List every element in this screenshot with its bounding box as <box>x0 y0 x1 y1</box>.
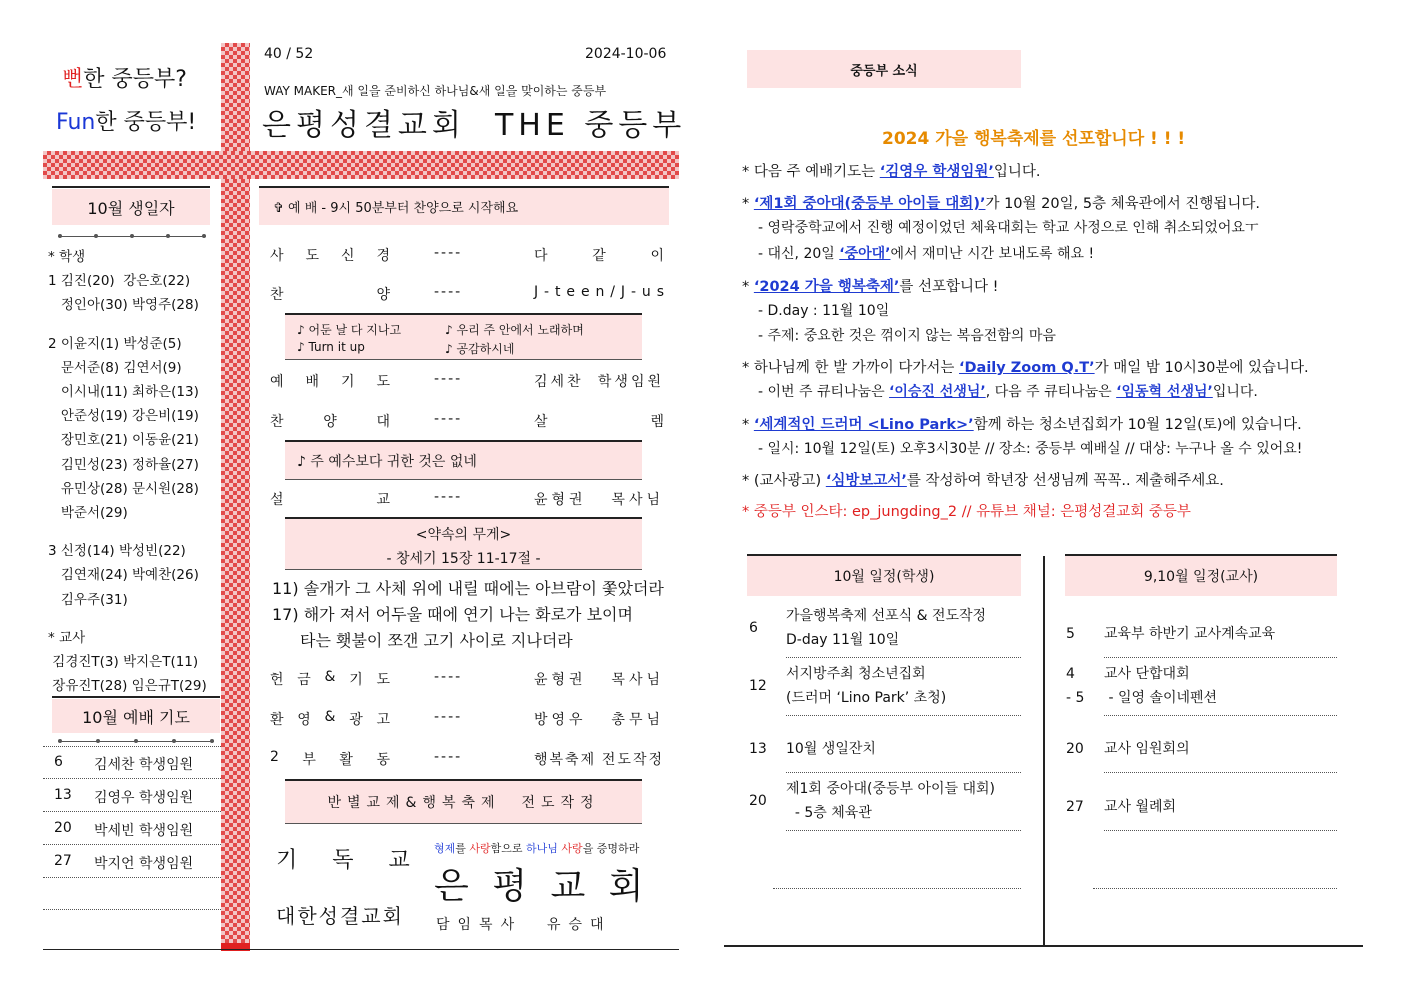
prayer-row-name: 김영우 학생임원 <box>94 790 194 806</box>
slogan-line-2: Fun한 중등부! <box>56 110 197 135</box>
news-text: - 영락중학교에서 진행 예정이었던 체육대회는 학교 사정으로 인해 취소되었어요ㅜ <box>758 220 1259 236</box>
schedule-rule <box>786 772 1021 773</box>
song-list-box <box>285 313 642 360</box>
prayer-row-date: 20 <box>54 820 72 836</box>
praise-label-char: 양 <box>376 287 390 303</box>
row-activity <box>270 749 664 771</box>
news-text: * 하나님께 한 발 가까이 다가서는 <box>742 360 959 376</box>
schedule-divider <box>1043 556 1045 946</box>
row-choir <box>270 411 664 433</box>
creed-label-char: 사 <box>270 248 284 264</box>
row-welcome <box>270 709 664 731</box>
praise-value-char: - <box>630 284 636 300</box>
schedule-rule <box>1104 772 1337 773</box>
news-text: 를 선포합니다 ! <box>899 279 999 295</box>
sermon-dash: ---- <box>434 489 463 505</box>
praise-value-char: J <box>620 284 626 300</box>
prayer-value <box>534 371 664 393</box>
schedule-item: 서지방주최 청소년집회 <box>786 666 926 682</box>
prayer-value-word: 김세찬 <box>534 374 584 390</box>
offering-label-char: 도 <box>376 672 390 688</box>
bulletin-title: 은평성결교회 THE 중등부 <box>262 108 687 143</box>
prayer-row-name: 박세빈 학생임원 <box>94 823 194 839</box>
news-text: * <box>742 196 754 212</box>
birthday-line: 장유진T(28) 임은규T(29) <box>48 678 207 695</box>
schedule-item: 교사 임원회의 <box>1104 741 1190 757</box>
choir-dash: ---- <box>434 411 463 427</box>
news-text: - 이번 주 큐티나눔은 <box>758 384 890 400</box>
prayer-row-rule <box>43 778 221 779</box>
news-text: * <box>742 279 754 295</box>
schedule-item: D-day 11월 10일 <box>786 632 900 648</box>
praise-value-char: t <box>555 284 561 300</box>
news-line <box>742 356 1309 377</box>
schedule-date: 12 <box>749 678 767 694</box>
news-text: , 다음 주 큐티나눔은 <box>985 384 1117 400</box>
sermon-reference: - 창세기 15장 11-17절 - <box>386 551 541 567</box>
row-offering <box>270 669 664 691</box>
welcome-value <box>534 709 664 731</box>
creed-label-char: 경 <box>376 248 390 264</box>
schedule-date: 13 <box>749 741 767 757</box>
birthday-line: * 교사 <box>48 629 86 646</box>
choir-song: ♪ 주 예수보다 귀한 것은 없네 <box>297 453 477 470</box>
creed-dash: ---- <box>434 245 463 261</box>
news-text: 입니다. <box>993 164 1041 180</box>
news-tab <box>747 50 1021 88</box>
schedule-item: 교사 단합대회 <box>1104 666 1190 682</box>
birthday-ornament-rule <box>58 236 206 237</box>
schedule-item: 교육부 하반기 교사계속교육 <box>1104 626 1276 642</box>
praise-label <box>270 284 390 306</box>
offering-label-char: 금 <box>297 672 311 688</box>
news-text: 에서 재미난 시간 보내도록 해요 ! <box>890 246 1095 262</box>
welcome-value-word: 방영우 <box>534 712 587 728</box>
news-line <box>758 381 1258 401</box>
schedule-rule <box>1104 830 1337 831</box>
news-line <box>742 160 1041 181</box>
welcome-label-char: & <box>324 709 336 725</box>
activity-label-char: 활 <box>339 752 353 768</box>
choir-song-box <box>285 440 642 480</box>
row-sermon <box>270 489 664 511</box>
praise-value-char: s <box>656 284 664 300</box>
offering-label <box>270 669 390 691</box>
sermon-label <box>270 489 390 511</box>
praise-value-char: e <box>580 284 590 300</box>
creed-value <box>534 245 664 267</box>
news-text: - 일시: 10월 12일(토) 오후3시30분 // 장소: 중등부 예배실 // 대상: 누구나 올 수 있어요! <box>758 441 1303 457</box>
sermon-value-word: 목사님 <box>611 492 664 508</box>
offering-value-word: 목사님 <box>611 672 664 688</box>
creed-label-char: 도 <box>305 248 320 264</box>
offering-value <box>534 669 664 691</box>
schedule-rule <box>1104 657 1337 658</box>
prayer-rule-end <box>43 909 221 910</box>
sermon-value <box>534 489 664 511</box>
news-highlight: ‘Daily Zoom Q.T’ <box>959 360 1095 376</box>
verse-17-cont: 타는 횃불이 쪼갠 고기 사이로 지나더라 <box>300 631 573 650</box>
footer-motto: 형제를 사랑함으로 하나님 사랑을 증명하라 <box>434 842 640 855</box>
activity-label-char: 부 <box>302 752 316 768</box>
prayer-value-word: 학생임원 <box>597 374 664 390</box>
praise-value-char: / <box>610 284 615 300</box>
student-schedule-title-box <box>747 556 1021 596</box>
offering-value-word: 윤형권 <box>534 672 587 688</box>
news-line <box>742 469 1224 490</box>
birthday-line: 안준성(19) 강은비(19) <box>48 408 199 425</box>
news-text: 가 매일 밤 10시30분에 있습니다. <box>1094 360 1309 376</box>
prayer-ornament-rule <box>58 741 214 742</box>
birthday-line: 1 김진(20) 강은호(22) <box>48 273 191 290</box>
news-line <box>742 192 1260 213</box>
footer-pastor: 담임목사 유승대 <box>436 917 612 933</box>
footer-denomination-2: 대한성결교회 <box>276 904 404 928</box>
bulletin-subtitle: WAY MAKER_새 일을 준비하신 하나님&새 일을 맞이하는 중등부 <box>264 84 607 98</box>
choir-label-char: 대 <box>376 414 390 430</box>
news-highlight: ‘세계적인 드러머 <Lino Park>’ <box>753 417 974 433</box>
left-page-bottom-rule <box>43 949 679 950</box>
sermon-value-word: 윤형권 <box>534 492 587 508</box>
prayer-label-char: 배 <box>305 374 320 390</box>
row-creed <box>270 245 664 267</box>
birthday-title: 10월 생일자 <box>87 198 175 218</box>
welcome-dash: ---- <box>434 709 463 725</box>
prayer-dash: ---- <box>434 371 463 387</box>
news-headline: 2024 가을 행복축제를 선포합니다 ! ! ! <box>882 129 1186 149</box>
news-line <box>742 413 1302 434</box>
offering-label-char: 기 <box>349 672 363 688</box>
news-text: 함께 하는 청소년집회가 10월 12일(토)에 있습니다. <box>973 417 1302 433</box>
prayer-row-date: 6 <box>54 754 63 770</box>
offering-label-char: & <box>324 669 336 685</box>
creed-label-char: 신 <box>340 248 355 264</box>
news-line <box>742 500 1191 521</box>
birthday-line: 김경진T(3) 박지은T(11) <box>48 654 199 670</box>
news-line <box>758 325 1056 345</box>
song-4: ♪ 공감하시네 <box>445 342 515 356</box>
prayer-title-box <box>52 699 220 733</box>
choir-value-char: 렘 <box>650 414 664 430</box>
birthday-line: 김우주(31) <box>48 591 128 608</box>
schedule-date: 6 <box>749 620 758 636</box>
praise-value-char: n <box>595 284 605 300</box>
choir-label-char: 양 <box>323 414 337 430</box>
choir-label <box>270 411 390 433</box>
schedule-date: 5 <box>1066 626 1075 642</box>
birthday-line: * 학생 <box>48 249 86 265</box>
activity-label-char: 2 <box>270 749 279 765</box>
news-line <box>758 217 1258 237</box>
offering-label-char: 헌 <box>270 672 284 688</box>
verse-11: 11) 솔개가 그 사체 위에 내릴 때에는 아브람이 쫓았더라 <box>272 579 664 598</box>
birthday-line: 문서준(8) 김연서(9) <box>48 359 182 376</box>
issue-number: 40 / 52 <box>264 46 314 62</box>
activity-label <box>270 749 390 771</box>
birthday-top-rule <box>52 186 210 188</box>
prayer-rule-0 <box>43 746 221 747</box>
birthday-line: 정인아(30) 박영주(28) <box>48 297 199 314</box>
prayer-row-name: 박지언 학생임원 <box>94 856 194 872</box>
prayer-label-char: 도 <box>376 374 390 390</box>
schedule-rule <box>1104 715 1337 716</box>
prayer-title: 10월 예배 기도 <box>82 707 190 727</box>
sermon-title: <약속의 무게> <box>415 527 512 543</box>
news-text: 입니다. <box>1212 384 1258 400</box>
welcome-label-char: 환 <box>270 712 284 728</box>
news-line <box>758 243 1094 263</box>
prayer-row-rule <box>43 877 221 878</box>
news-highlight: ‘심방보고서’ <box>825 473 907 489</box>
sermon-label-char: 교 <box>376 492 390 508</box>
prayer-label-char: 기 <box>340 374 355 390</box>
news-highlight: ‘제1회 중아대(중등부 아이들 대회)’ <box>753 196 986 212</box>
news-text: - 주제: 중요한 것은 꺾이지 않는 복음전함의 마음 <box>758 328 1056 344</box>
birthday-line: 김민성(23) 정하율(27) <box>48 456 199 473</box>
birthday-line: 3 신정(14) 박성빈(22) <box>48 543 186 560</box>
schedule-item: 가을행복축제 선포식 & 전도작정 <box>786 608 987 624</box>
activity-value <box>534 749 664 771</box>
prayer-row-date: 13 <box>54 787 72 803</box>
worship-header: ✞ 예 배 - 9시 50분부터 찬양으로 시작해요 <box>273 201 519 216</box>
news-highlight: ‘2024 가을 행복축제’ <box>753 279 900 295</box>
news-highlight: ‘이승진 선생님’ <box>889 384 986 400</box>
song-3: ♪ Turn it up <box>297 340 365 354</box>
schedule-item: 제1회 중아대(중등부 아이들 대회) <box>786 781 995 797</box>
news-line <box>742 275 998 296</box>
welcome-label <box>270 709 390 731</box>
schedule-item: 10월 생일잔치 <box>786 741 876 757</box>
birthday-line: 박준서(29) <box>48 505 128 521</box>
choir-value <box>534 411 664 433</box>
news-text: - D.day : 11월 10일 <box>758 303 890 319</box>
schedule-date: 20 <box>1066 741 1084 757</box>
teacher-schedule-title-box <box>1065 556 1337 596</box>
activity-value-word: 전도작정 <box>601 752 664 768</box>
news-highlight: ‘임동혁 선생님’ <box>1116 384 1213 400</box>
schedule-item: - 일영 솔이네펜션 <box>1104 690 1218 706</box>
prayer-row-name: 김세찬 학생임원 <box>94 757 194 773</box>
schedule-date: 27 <box>1066 799 1084 815</box>
schedule-rule <box>786 830 1021 831</box>
birthday-line: 김연재(24) 박예찬(26) <box>48 567 199 584</box>
praise-value-char: e <box>566 284 576 300</box>
creed-value-char: 이 <box>650 248 664 264</box>
welcome-label-char: 고 <box>376 712 390 728</box>
choir-value-char: 살 <box>534 414 548 430</box>
row-praise <box>270 284 664 306</box>
verse-17: 17) 해가 져서 어두울 때에 연기 나는 화로가 보이며 <box>272 605 633 624</box>
news-tab-label: 중등부 소식 <box>850 63 918 79</box>
birthday-line: 유민상(28) 문시원(28) <box>48 480 199 497</box>
praise-value <box>534 284 664 306</box>
news-highlight: ‘중아대’ <box>839 246 891 262</box>
student-schedule-empty-rule <box>773 888 1021 889</box>
welcome-value-word: 총무님 <box>611 712 664 728</box>
song-1: ♪ 어둔 날 다 지나고 <box>297 323 402 337</box>
worship-header-box <box>259 188 669 225</box>
cross-vertical-bar <box>221 43 250 950</box>
slogan-line-1: 뻔한 중등부? <box>62 67 187 92</box>
prayer-row-rule <box>43 844 221 845</box>
creed-value-char: 다 <box>534 248 548 264</box>
birthday-title-box <box>52 189 210 225</box>
prayer-row-date: 27 <box>54 853 72 869</box>
song-2: ♪ 우리 주 안에서 노래하며 <box>445 323 584 337</box>
birthday-line: 장민호(21) 이동윤(21) <box>48 432 199 449</box>
birthday-line: 이시내(11) 최하은(13) <box>48 384 199 400</box>
schedule-item: - 5층 체육관 <box>786 805 872 821</box>
right-page-bottom-rule <box>724 945 1363 947</box>
footer-church-name: 은 평 교 회 <box>434 866 650 907</box>
news-highlight: ‘김영우 학생임원’ <box>879 164 994 180</box>
news-line <box>758 300 889 320</box>
welcome-label-char: 광 <box>349 712 363 728</box>
praise-value-char: u <box>641 284 651 300</box>
activity-label-char: 동 <box>376 752 390 768</box>
praise-dash: ---- <box>434 284 463 300</box>
news-text: * <box>742 417 754 433</box>
news-text: * 중등부 인스타: ep_jungding_2 // 유튜브 채널: 은평성결교회 중등부 <box>742 504 1191 520</box>
issue-date: 2024-10-06 <box>585 46 667 62</box>
prayer-label-char: 예 <box>270 374 284 390</box>
schedule-date: 4 - 5 <box>1066 666 1085 706</box>
praise-value-char: - <box>544 284 550 300</box>
praise-value-char: J <box>534 284 539 300</box>
news-line <box>758 438 1302 458</box>
teacher-schedule-empty-rule <box>1093 888 1337 889</box>
birthday-line: 2 이윤지(1) 박성준(5) <box>48 335 182 352</box>
student-schedule-title: 10월 일정(학생) <box>833 569 935 585</box>
sermon-label-char: 설 <box>270 492 284 508</box>
news-text: - 대신, 20일 <box>758 246 840 262</box>
footer-denomination: 기 독 교 <box>276 848 424 873</box>
praise-label-char: 찬 <box>270 287 284 303</box>
row-prayer <box>270 371 664 393</box>
sermon-title-box <box>285 517 642 570</box>
prayer-label <box>270 371 390 393</box>
schedule-item: (드러머 ‘Lino Park’ 초청) <box>786 690 947 706</box>
prayer-top-rule <box>52 696 220 698</box>
choir-label-char: 찬 <box>270 414 284 430</box>
teacher-schedule-title: 9,10월 일정(교사) <box>1143 569 1259 585</box>
prayer-row-rule <box>43 811 221 812</box>
schedule-date: 20 <box>749 793 767 809</box>
activity-box <box>285 779 642 824</box>
schedule-rule <box>786 657 1021 658</box>
activity-dash: ---- <box>434 749 463 765</box>
news-text: * (교사광고) <box>742 473 826 489</box>
activity-value-word: 행복축제 <box>534 752 597 768</box>
news-text: 를 작성하여 학년장 선생님께 꼭꼭.. 제출해주세요. <box>906 473 1224 489</box>
creed-value-char: 같 <box>592 248 606 264</box>
schedule-item: 교사 월례회 <box>1104 799 1177 815</box>
news-text: * 다음 주 예배기도는 <box>742 164 880 180</box>
cross-horizontal-bar <box>43 151 679 179</box>
schedule-rule <box>786 715 1021 716</box>
creed-label <box>270 245 390 267</box>
welcome-label-char: 영 <box>297 712 311 728</box>
activity-box-text: 반별교제&행복축제 전도작정 <box>327 795 600 811</box>
offering-dash: ---- <box>434 669 463 685</box>
news-text: 가 10월 20일, 5층 체육관에서 진행됩니다. <box>985 196 1260 212</box>
